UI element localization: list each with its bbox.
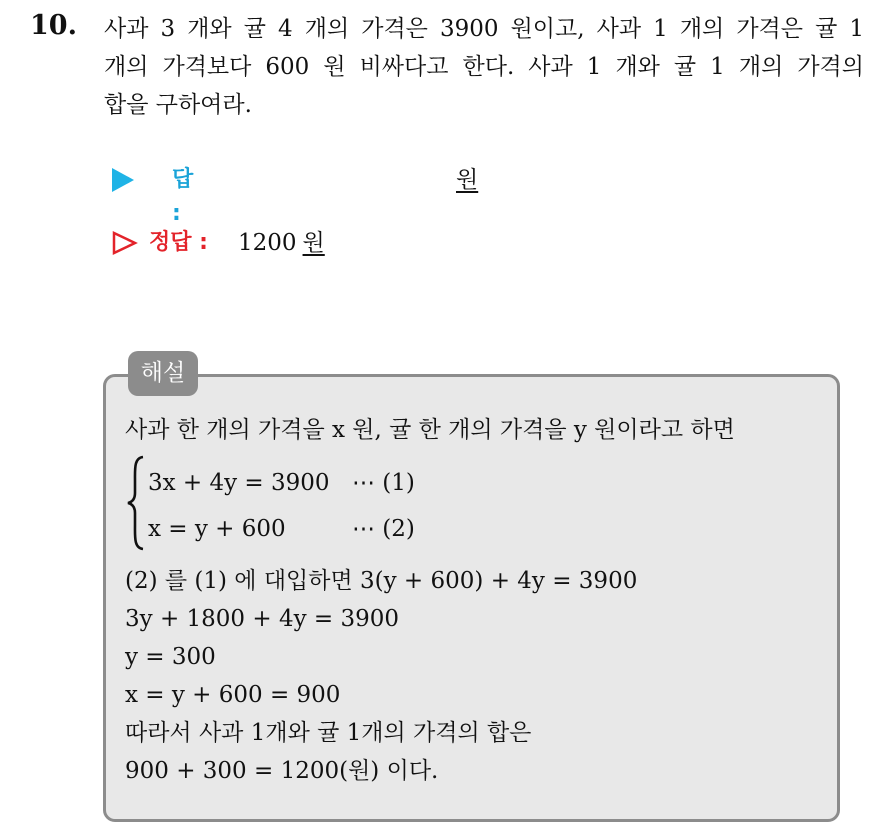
question-number: 10. [30,10,77,41]
system-tag-1: ⋯ (1) [352,470,415,496]
correct-answer-number: 1200 [238,230,297,256]
explanation-step: 3y + 1800 + 4y = 3900 [125,606,400,632]
explanation-intro: 사과 한 개의 가격을 x 원, 귤 한 개의 가격을 y 원이라고 하면 [125,417,735,443]
system-brace-icon [125,455,147,551]
answer-unit: 원 [456,167,479,193]
correct-answer-value [238,225,325,261]
explanation-step: 900 + 300 = 1200(원) 이다. [125,758,439,784]
question-line: 합을 구하여라. [104,92,252,118]
question-line: 개의 가격보다 600 원 비싸다고 한다. 사과 1 개와 귤 1 개의 가격의 [104,54,864,80]
play-arrow-icon [112,168,134,192]
answer-label: 답 : [172,167,198,226]
question-text [104,10,864,124]
explanation-step: (2) 를 (1) 에 대입하면 3(y + 600) + 4y = 3900 [125,568,638,594]
system-equation-2: x = y + 600 [148,516,286,542]
answer-row [112,163,198,226]
explanation-step: 따라서 사과 1개와 귤 1개의 가격의 합은 [125,720,532,746]
explanation-step: x = y + 600 = 900 [125,682,341,708]
correct-answer-unit: 원 [302,230,325,256]
explanation-tag: 해설 [128,351,198,396]
system-tag-2: ⋯ (2) [352,516,415,542]
system-equation-1: 3x + 4y = 3900 [148,470,330,496]
question-line: 사과 3 개와 귤 4 개의 가격은 3900 원이고, 사과 1 개의 가격은 귤 1 [104,16,864,42]
explanation-step: y = 300 [125,644,216,670]
outline-arrow-icon [112,231,138,255]
correct-answer-label: 정답 : [149,230,208,255]
